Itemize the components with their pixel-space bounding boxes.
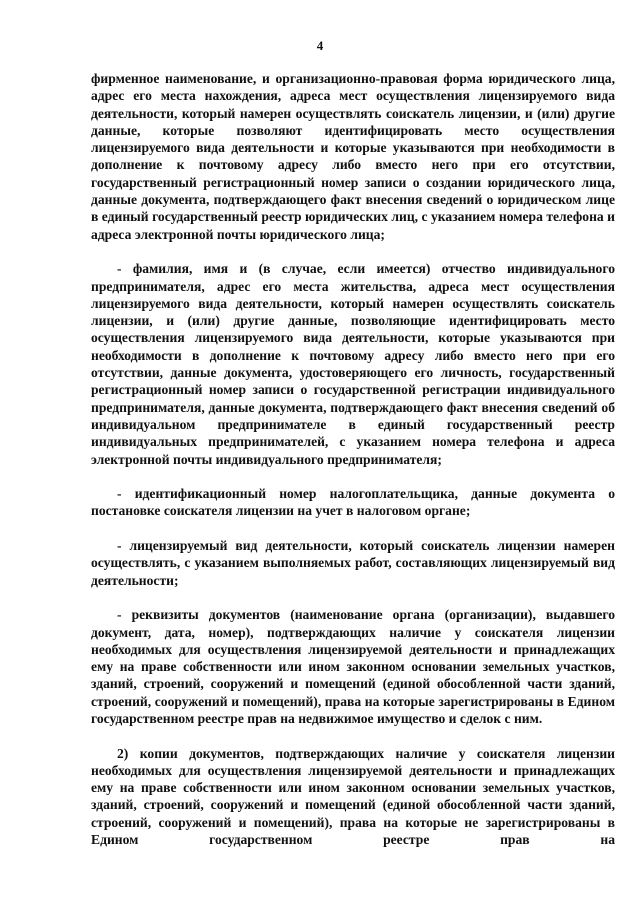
paragraph-document-copies: 2) копии документов, подтверждающих наличие у соискателя лицензии необходимых для осуществления лицензируемой деятельности и принадлежащих ему на праве собственности или ином законном основании земельных участков, зданий, строений, сооружений и помещений (единой обособленной части зданий, строений, сооружений и помещений), права на которые не зарегистрированы в Едином государственном реестре прав на (91, 745, 615, 848)
paragraph-entrepreneur-details: - фамилия, имя и (в случае, если имеется) отчество индивидуального предпринимателя, адрес его места жительства, адреса мест осуществления лицензируемого вида деятельности, который намерен осуществлять соискатель лицензии, и (или) другие данные, позволяющие идентифицировать место осуществления лицензируемого вида деятельности, которые указываются при необходимости в дополнение к почтовому адресу либо вместо него при его отсутствии, данные документа, удостоверяющего его личность, государственный регистрационный номер записи о государственной регистрации индивидуального предпринимателя, данные документа, подтверждающего факт внесения сведений об индивидуальном предпринимателе в единый государственный реестр индивидуальных предпринимателей, с указанием номера телефона и адреса электронной почты индивидуального предпринимателя; (91, 261, 615, 467)
document-body (91, 70, 615, 848)
page-number: 4 (316, 38, 324, 53)
paragraph-tax-number: - идентификационный номер налогоплательщика, данные документа о постановке соискателя лицензии на учет в налоговом органе; (91, 486, 615, 519)
paragraph-legal-entity-details: фирменное наименование, и организационно-правовая форма юридического лица, адрес его места нахождения, адреса мест осуществления лицензируемого вида деятельности, который намерен осуществлять соискатель лицензии, и (или) другие данные, которые позволяют идентифицировать место осуществления лицензируемого вида деятельности и которые указываются при необходимости в дополнение к почтовому адресу либо вместо него при его отсутствии, государственный регистрационный номер записи о создании юридического лица, данные документа, подтверждающего факт внесения сведений о юридическом лице в единый государственный реестр юридических лиц, с указанием номера телефона и адреса электронной почты юридического лица; (91, 71, 615, 242)
paragraph-licensed-activity: - лицензируемый вид деятельности, который соискатель лицензии намерен осуществлять, с указанием выполняемых работ, составляющих лицензируемый вид деятельности; (91, 538, 615, 588)
paragraph-document-details: - реквизиты документов (наименование органа (организации), выдавшего документ, дата, номер), подтверждающих наличие у соискателя лицензии необходимых для осуществления лицензируемой деятельности и принадлежащих ему на праве собственности или ином законном основании земельных участков, зданий, строений, сооружений и помещений (единой обособленной части зданий, строений, сооружений и помещений), права на которые зарегистрированы в Едином государственном реестре прав на недвижимое имущество и сделок с ним. (91, 607, 615, 726)
